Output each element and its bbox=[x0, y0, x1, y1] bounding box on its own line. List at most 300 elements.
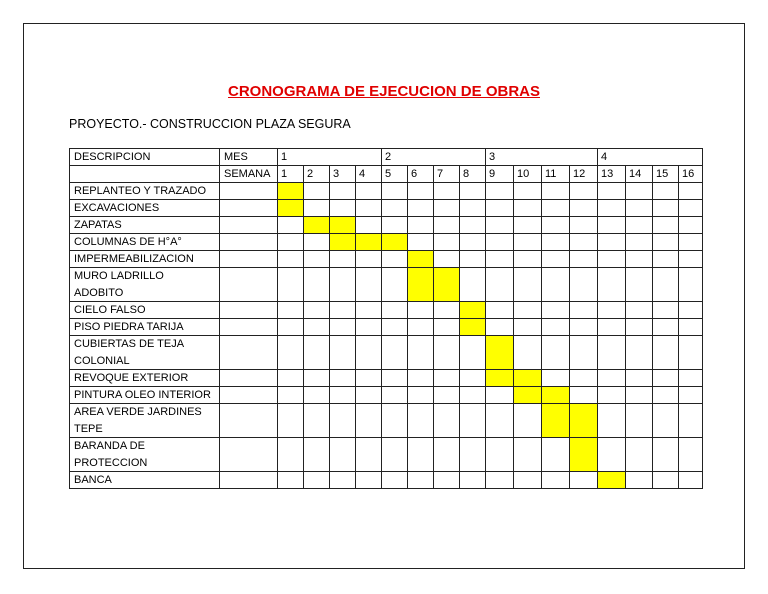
schedule-cell bbox=[598, 370, 626, 387]
schedule-cell bbox=[434, 302, 460, 319]
activity-row bbox=[70, 472, 703, 489]
schedule-cell bbox=[460, 251, 486, 268]
schedule-cell bbox=[570, 251, 598, 268]
week-header-9: 9 bbox=[486, 166, 514, 183]
schedule-cell bbox=[434, 183, 460, 200]
activity-blank bbox=[220, 200, 278, 217]
schedule-cell bbox=[356, 268, 382, 302]
month-1: 1 bbox=[278, 149, 382, 166]
schedule-cell bbox=[408, 183, 434, 200]
schedule-cell bbox=[356, 336, 382, 370]
schedule-cell bbox=[679, 438, 703, 472]
schedule-cell bbox=[679, 370, 703, 387]
schedule-cell bbox=[434, 336, 460, 370]
schedule-cell bbox=[278, 370, 304, 387]
activity-row bbox=[70, 336, 703, 370]
schedule-cell bbox=[434, 251, 460, 268]
schedule-cell bbox=[460, 217, 486, 234]
schedule-cell-active bbox=[278, 200, 304, 217]
schedule-cell-active bbox=[408, 268, 434, 302]
schedule-cell-active bbox=[330, 217, 356, 234]
header-month: MES bbox=[220, 149, 278, 166]
schedule-cell bbox=[598, 251, 626, 268]
schedule-cell bbox=[570, 472, 598, 489]
schedule-cell-active bbox=[460, 319, 486, 336]
schedule-cell bbox=[330, 387, 356, 404]
schedule-cell bbox=[278, 336, 304, 370]
week-header-3: 3 bbox=[330, 166, 356, 183]
schedule-cell bbox=[486, 319, 514, 336]
schedule-cell bbox=[356, 319, 382, 336]
schedule-cell bbox=[626, 217, 653, 234]
schedule-cell bbox=[542, 302, 570, 319]
schedule-cell bbox=[278, 404, 304, 438]
schedule-cell bbox=[570, 268, 598, 302]
schedule-table bbox=[69, 148, 703, 489]
schedule-cell bbox=[653, 319, 679, 336]
week-header-13: 13 bbox=[598, 166, 626, 183]
schedule-cell bbox=[542, 438, 570, 472]
schedule-cell bbox=[653, 217, 679, 234]
schedule-cell bbox=[626, 472, 653, 489]
schedule-cell bbox=[278, 319, 304, 336]
schedule-cell-active bbox=[486, 336, 514, 370]
month-header-row bbox=[70, 149, 703, 166]
activity-description-line: ZAPATAS bbox=[74, 219, 122, 231]
activity-row bbox=[70, 217, 703, 234]
activity-description-line: PINTURA OLEO INTERIOR bbox=[74, 389, 211, 401]
activity-description bbox=[70, 404, 220, 438]
schedule-cell bbox=[653, 251, 679, 268]
schedule-cell bbox=[434, 319, 460, 336]
schedule-cell-active bbox=[382, 234, 408, 251]
schedule-cell bbox=[626, 438, 653, 472]
schedule-cell bbox=[653, 472, 679, 489]
schedule-cell bbox=[408, 234, 434, 251]
schedule-cell bbox=[434, 387, 460, 404]
schedule-cell bbox=[598, 200, 626, 217]
schedule-cell bbox=[679, 472, 703, 489]
schedule-cell bbox=[598, 217, 626, 234]
schedule-cell bbox=[330, 319, 356, 336]
schedule-cell bbox=[356, 387, 382, 404]
schedule-cell bbox=[278, 251, 304, 268]
schedule-cell bbox=[408, 200, 434, 217]
schedule-cell bbox=[570, 370, 598, 387]
schedule-cell-active bbox=[514, 370, 542, 387]
schedule-cell bbox=[679, 404, 703, 438]
schedule-cell bbox=[408, 438, 434, 472]
schedule-cell bbox=[382, 319, 408, 336]
schedule-cell bbox=[434, 438, 460, 472]
week-header-6: 6 bbox=[408, 166, 434, 183]
activity-row bbox=[70, 183, 703, 200]
schedule-cell bbox=[598, 268, 626, 302]
schedule-cell-active bbox=[460, 302, 486, 319]
week-header-12: 12 bbox=[570, 166, 598, 183]
schedule-cell bbox=[408, 319, 434, 336]
schedule-cell bbox=[278, 217, 304, 234]
schedule-cell bbox=[626, 370, 653, 387]
schedule-cell bbox=[570, 217, 598, 234]
schedule-cell bbox=[408, 217, 434, 234]
schedule-cell bbox=[679, 200, 703, 217]
schedule-cell bbox=[542, 336, 570, 370]
schedule-cell bbox=[382, 217, 408, 234]
schedule-cell bbox=[304, 302, 330, 319]
schedule-cell bbox=[570, 336, 598, 370]
schedule-cell bbox=[408, 370, 434, 387]
schedule-cell bbox=[653, 234, 679, 251]
header-description-blank bbox=[70, 166, 220, 183]
schedule-cell bbox=[382, 404, 408, 438]
activity-description-line: CIELO FALSO bbox=[74, 304, 146, 316]
schedule-cell bbox=[330, 268, 356, 302]
schedule-cell bbox=[408, 387, 434, 404]
schedule-cell bbox=[304, 472, 330, 489]
activity-description-line: AREA VERDE JARDINES bbox=[74, 406, 202, 418]
activity-description-line: BARANDA DE bbox=[74, 440, 145, 452]
schedule-cell bbox=[514, 319, 542, 336]
schedule-cell bbox=[486, 217, 514, 234]
schedule-cell bbox=[514, 200, 542, 217]
schedule-cell bbox=[598, 336, 626, 370]
schedule-cell bbox=[598, 438, 626, 472]
schedule-cell bbox=[626, 268, 653, 302]
schedule-cell bbox=[570, 183, 598, 200]
schedule-cell bbox=[486, 387, 514, 404]
schedule-cell bbox=[598, 302, 626, 319]
schedule-cell bbox=[679, 319, 703, 336]
schedule-cell bbox=[330, 183, 356, 200]
schedule-cell bbox=[278, 438, 304, 472]
week-header-5: 5 bbox=[382, 166, 408, 183]
month-3: 3 bbox=[486, 149, 598, 166]
schedule-cell bbox=[304, 438, 330, 472]
schedule-cell bbox=[653, 268, 679, 302]
schedule-cell bbox=[304, 234, 330, 251]
schedule-cell bbox=[330, 302, 356, 319]
schedule-cell bbox=[356, 472, 382, 489]
schedule-cell-active bbox=[542, 387, 570, 404]
activity-description-line: COLUMNAS DE H°A° bbox=[74, 236, 182, 248]
schedule-cell-active bbox=[330, 234, 356, 251]
schedule-cell bbox=[570, 319, 598, 336]
schedule-cell-active bbox=[514, 387, 542, 404]
activity-row bbox=[70, 319, 703, 336]
week-header-7: 7 bbox=[434, 166, 460, 183]
schedule-cell bbox=[598, 387, 626, 404]
schedule-cell bbox=[486, 183, 514, 200]
activity-blank bbox=[220, 234, 278, 251]
schedule-cell bbox=[278, 387, 304, 404]
schedule-cell bbox=[598, 404, 626, 438]
schedule-cell bbox=[514, 438, 542, 472]
activity-blank bbox=[220, 438, 278, 472]
schedule-cell bbox=[356, 217, 382, 234]
schedule-cell bbox=[304, 370, 330, 387]
schedule-cell bbox=[653, 200, 679, 217]
schedule-cell bbox=[460, 234, 486, 251]
schedule-cell bbox=[570, 302, 598, 319]
schedule-cell bbox=[653, 336, 679, 370]
schedule-cell bbox=[626, 404, 653, 438]
project-label: PROYECTO.- CONSTRUCCION PLAZA SEGURA bbox=[69, 117, 351, 131]
schedule-cell bbox=[434, 404, 460, 438]
activity-row bbox=[70, 200, 703, 217]
schedule-cell bbox=[514, 234, 542, 251]
schedule-cell bbox=[304, 319, 330, 336]
schedule-cell bbox=[679, 234, 703, 251]
week-header-row bbox=[70, 166, 703, 183]
schedule-cell bbox=[653, 183, 679, 200]
schedule-cell bbox=[542, 268, 570, 302]
activity-blank bbox=[220, 268, 278, 302]
activity-description bbox=[70, 217, 220, 234]
schedule-cell bbox=[356, 200, 382, 217]
schedule-cell bbox=[382, 370, 408, 387]
activity-description-line: REVOQUE EXTERIOR bbox=[74, 372, 189, 384]
schedule-cell bbox=[460, 404, 486, 438]
activity-row bbox=[70, 387, 703, 404]
schedule-cell bbox=[514, 404, 542, 438]
schedule-cell bbox=[486, 234, 514, 251]
activity-blank bbox=[220, 387, 278, 404]
schedule-cell bbox=[598, 319, 626, 336]
activity-description-line: COLONIAL bbox=[74, 354, 130, 367]
header-week: SEMANA bbox=[220, 166, 278, 183]
schedule-cell bbox=[626, 200, 653, 217]
schedule-cell bbox=[626, 336, 653, 370]
schedule-cell bbox=[460, 268, 486, 302]
schedule-cell bbox=[382, 302, 408, 319]
week-header-1: 1 bbox=[278, 166, 304, 183]
schedule-cell bbox=[382, 472, 408, 489]
schedule-cell bbox=[434, 200, 460, 217]
schedule-cell bbox=[330, 438, 356, 472]
schedule-cell bbox=[486, 302, 514, 319]
schedule-cell bbox=[486, 438, 514, 472]
schedule-cell bbox=[486, 200, 514, 217]
schedule-cell bbox=[679, 217, 703, 234]
schedule-cell bbox=[460, 472, 486, 489]
schedule-cell bbox=[486, 268, 514, 302]
schedule-cell bbox=[278, 268, 304, 302]
activity-row bbox=[70, 438, 703, 472]
schedule-cell bbox=[304, 183, 330, 200]
schedule-cell bbox=[408, 472, 434, 489]
schedule-cell bbox=[278, 234, 304, 251]
schedule-cell bbox=[542, 251, 570, 268]
activity-row bbox=[70, 370, 703, 387]
schedule-cell bbox=[514, 472, 542, 489]
activity-row bbox=[70, 404, 703, 438]
schedule-cell bbox=[408, 404, 434, 438]
schedule-cell bbox=[653, 438, 679, 472]
activity-description bbox=[70, 183, 220, 200]
activity-description bbox=[70, 370, 220, 387]
activity-description-line: ADOBITO bbox=[74, 286, 124, 299]
schedule-cell bbox=[330, 336, 356, 370]
schedule-cell bbox=[542, 183, 570, 200]
schedule-cell-active bbox=[570, 438, 598, 472]
activity-description-line: TEPE bbox=[74, 422, 103, 435]
schedule-cell bbox=[434, 472, 460, 489]
activity-blank bbox=[220, 302, 278, 319]
schedule-cell bbox=[653, 404, 679, 438]
schedule-cell bbox=[330, 472, 356, 489]
schedule-cell bbox=[486, 404, 514, 438]
schedule-cell bbox=[626, 251, 653, 268]
schedule-cell bbox=[460, 183, 486, 200]
schedule-cell bbox=[626, 302, 653, 319]
activity-row bbox=[70, 234, 703, 251]
activity-description bbox=[70, 251, 220, 268]
activity-blank bbox=[220, 404, 278, 438]
header-description: DESCRIPCION bbox=[70, 149, 220, 166]
schedule-cell bbox=[304, 200, 330, 217]
schedule-cell bbox=[382, 183, 408, 200]
schedule-cell bbox=[570, 234, 598, 251]
activity-blank bbox=[220, 319, 278, 336]
schedule-cell bbox=[330, 370, 356, 387]
schedule-cell bbox=[460, 438, 486, 472]
schedule-cell bbox=[679, 268, 703, 302]
schedule-cell bbox=[304, 268, 330, 302]
week-header-16: 16 bbox=[679, 166, 703, 183]
schedule-cell bbox=[653, 387, 679, 404]
schedule-cell bbox=[382, 336, 408, 370]
activity-description-line: IMPERMEABILIZACION bbox=[74, 253, 194, 265]
month-2: 2 bbox=[382, 149, 486, 166]
activity-description bbox=[70, 200, 220, 217]
activity-description-line: EXCAVACIONES bbox=[74, 202, 160, 214]
week-header-15: 15 bbox=[653, 166, 679, 183]
week-header-4: 4 bbox=[356, 166, 382, 183]
schedule-cell bbox=[514, 336, 542, 370]
schedule-cell-active bbox=[542, 404, 570, 438]
activity-row bbox=[70, 302, 703, 319]
schedule-cell bbox=[626, 234, 653, 251]
schedule-cell-active bbox=[304, 217, 330, 234]
schedule-cell bbox=[278, 472, 304, 489]
page-title: CRONOGRAMA DE EJECUCION DE OBRAS bbox=[228, 83, 540, 100]
schedule-cell bbox=[460, 370, 486, 387]
schedule-cell bbox=[460, 387, 486, 404]
activity-blank bbox=[220, 183, 278, 200]
schedule-cell bbox=[514, 268, 542, 302]
schedule-cell bbox=[626, 387, 653, 404]
schedule-cell-active bbox=[278, 183, 304, 200]
schedule-cell bbox=[598, 183, 626, 200]
schedule-cell bbox=[304, 251, 330, 268]
schedule-cell bbox=[382, 438, 408, 472]
activity-description bbox=[70, 387, 220, 404]
week-header-10: 10 bbox=[514, 166, 542, 183]
month-4: 4 bbox=[598, 149, 703, 166]
schedule-cell bbox=[679, 336, 703, 370]
schedule-cell bbox=[356, 251, 382, 268]
activity-description-line: REPLANTEO Y TRAZADO bbox=[74, 185, 207, 197]
schedule-cell bbox=[570, 200, 598, 217]
schedule-cell bbox=[542, 319, 570, 336]
activity-description bbox=[70, 336, 220, 370]
schedule-cell bbox=[679, 302, 703, 319]
activity-description bbox=[70, 234, 220, 251]
schedule-cell bbox=[679, 251, 703, 268]
schedule-cell bbox=[626, 183, 653, 200]
schedule-cell bbox=[598, 234, 626, 251]
activity-blank bbox=[220, 336, 278, 370]
schedule-cell bbox=[434, 370, 460, 387]
schedule-cell bbox=[679, 183, 703, 200]
activity-description-line: BANCA bbox=[74, 474, 112, 486]
schedule-cell bbox=[330, 251, 356, 268]
activity-blank bbox=[220, 472, 278, 489]
activity-description-line: PROTECCION bbox=[74, 456, 148, 469]
schedule-cell bbox=[542, 234, 570, 251]
schedule-cell bbox=[382, 387, 408, 404]
schedule-cell bbox=[382, 268, 408, 302]
schedule-cell bbox=[570, 387, 598, 404]
activity-description-line: CUBIERTAS DE TEJA bbox=[74, 338, 185, 350]
activity-description bbox=[70, 302, 220, 319]
schedule-cell bbox=[514, 302, 542, 319]
schedule-cell bbox=[542, 370, 570, 387]
schedule-cell bbox=[542, 200, 570, 217]
schedule-cell-active bbox=[570, 404, 598, 438]
schedule-cell-active bbox=[408, 251, 434, 268]
activity-row bbox=[70, 251, 703, 268]
schedule-cell bbox=[434, 234, 460, 251]
schedule-cell bbox=[278, 302, 304, 319]
schedule-cell-active bbox=[598, 472, 626, 489]
schedule-cell bbox=[486, 472, 514, 489]
schedule-cell bbox=[356, 370, 382, 387]
week-header-11: 11 bbox=[542, 166, 570, 183]
schedule-cell bbox=[356, 404, 382, 438]
schedule-cell bbox=[408, 336, 434, 370]
week-header-8: 8 bbox=[460, 166, 486, 183]
activity-description-line: PISO PIEDRA TARIJA bbox=[74, 321, 184, 333]
schedule-cell bbox=[514, 251, 542, 268]
schedule-cell bbox=[408, 302, 434, 319]
schedule-cell bbox=[486, 251, 514, 268]
schedule-cell bbox=[356, 438, 382, 472]
activity-description bbox=[70, 438, 220, 472]
schedule-cell bbox=[626, 319, 653, 336]
activity-row bbox=[70, 268, 703, 302]
activity-description-line: MURO LADRILLO bbox=[74, 270, 164, 282]
week-header-14: 14 bbox=[626, 166, 653, 183]
schedule-cell bbox=[382, 251, 408, 268]
activity-description bbox=[70, 268, 220, 302]
schedule-cell-active bbox=[356, 234, 382, 251]
schedule-cell bbox=[330, 404, 356, 438]
schedule-cell bbox=[679, 387, 703, 404]
schedule-cell bbox=[434, 217, 460, 234]
schedule-cell bbox=[514, 217, 542, 234]
schedule-cell bbox=[542, 472, 570, 489]
schedule-cell-active bbox=[434, 268, 460, 302]
schedule-cell bbox=[356, 302, 382, 319]
activity-blank bbox=[220, 370, 278, 387]
activity-description bbox=[70, 319, 220, 336]
week-header-2: 2 bbox=[304, 166, 330, 183]
schedule-cell bbox=[460, 200, 486, 217]
schedule-cell bbox=[653, 370, 679, 387]
schedule-cell bbox=[514, 183, 542, 200]
